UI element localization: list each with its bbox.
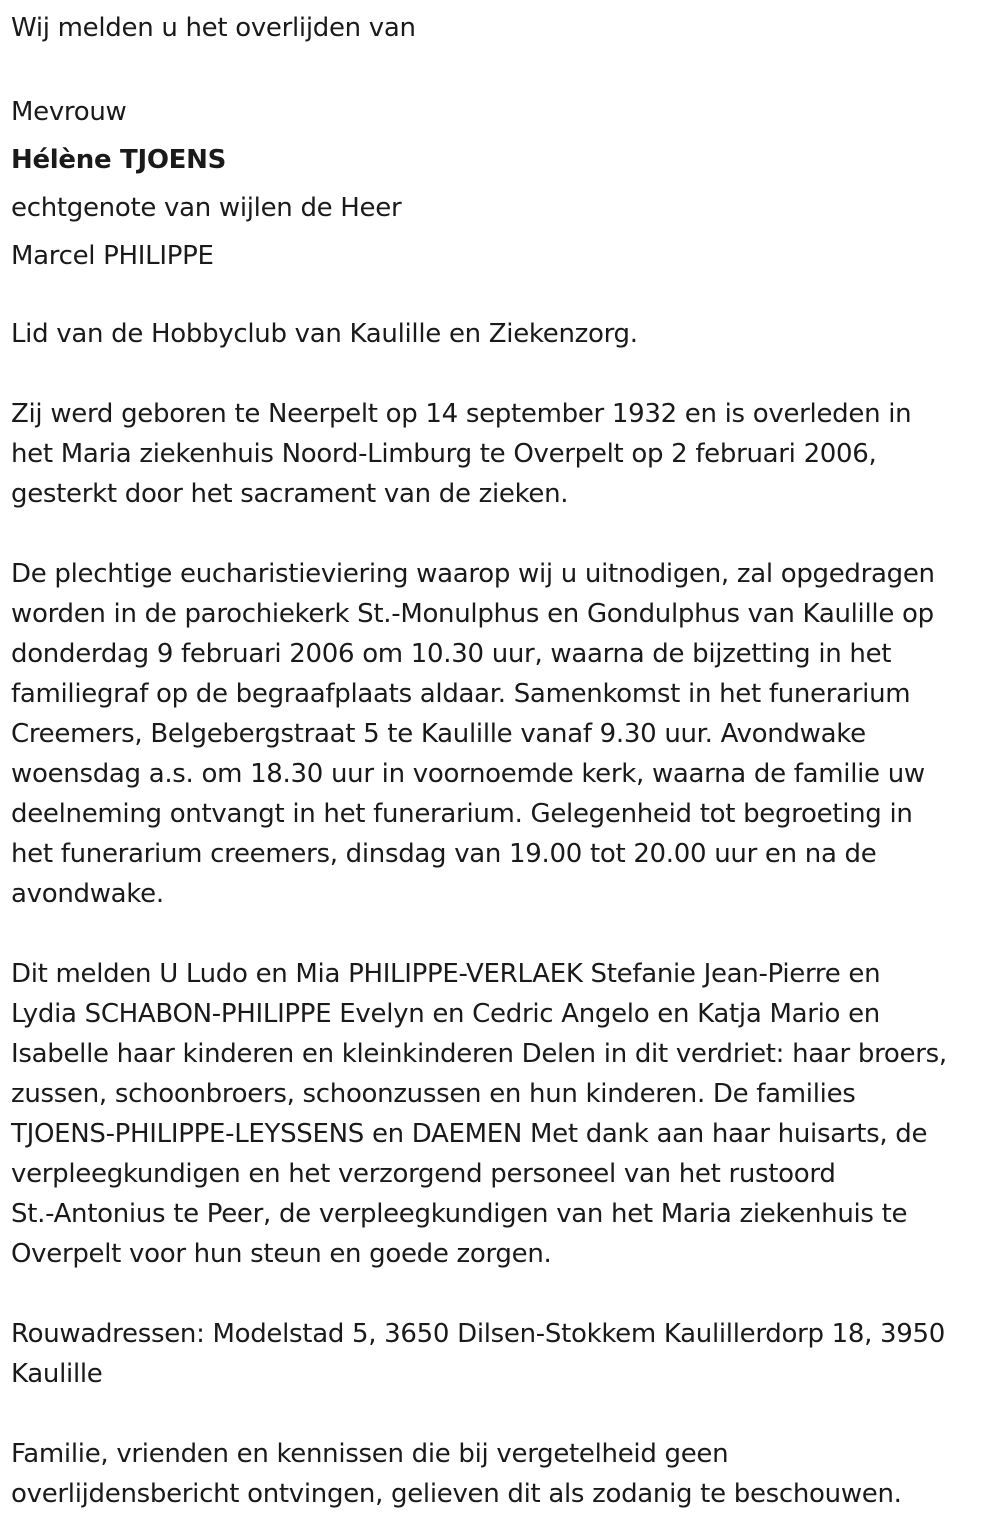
paragraph-line: Creemers, Belgebergstraat 5 te Kaulille vanaf 9.30 uur. Avondwake bbox=[11, 719, 866, 749]
spacer bbox=[11, 48, 1000, 88]
paragraph-line: Familie, vrienden en kennissen die bij vergetelheid geen bbox=[11, 1439, 729, 1469]
paragraph-line: Zij werd geboren te Neerpelt op 14 september 1932 en is overleden in bbox=[11, 399, 912, 429]
paragraph-line: verpleegkundigen en het verzorgend personeel van het rustoord bbox=[11, 1159, 836, 1189]
paragraph-line: woensdag a.s. om 18.30 uur in voornoemde kerk, waarna de familie uw bbox=[11, 759, 925, 789]
paragraph-line: familiegraf op de begraafplaats aldaar. Samenkomst in het funerarium bbox=[11, 679, 911, 709]
paragraph-line: deelneming ontvangt in het funerarium. Gelegenheid tot begroeting in bbox=[11, 799, 913, 829]
paragraph-line: TJOENS-PHILIPPE-LEYSSENS en DAEMEN Met dank aan haar huisarts, de bbox=[11, 1119, 928, 1149]
intro-text: Wij melden u het overlijden van bbox=[11, 13, 416, 43]
spacer bbox=[11, 280, 1000, 314]
paragraph-line: donderdag 9 februari 2006 om 10.30 uur, waarna de bijzetting in het bbox=[11, 639, 892, 669]
paragraph-line: gesterkt door het sacrament van de zieken. bbox=[11, 479, 569, 509]
paragraph-line: het Maria ziekenhuis Noord-Limburg te Overpelt op 2 februari 2006, bbox=[11, 439, 877, 469]
paragraph-line: Overpelt voor hun steun en goede zorgen. bbox=[11, 1239, 552, 1269]
paragraph-line: De plechtige eucharistieviering waarop wij u uitnodigen, zal opgedragen bbox=[11, 559, 935, 589]
spacer bbox=[11, 354, 1000, 394]
closing-paragraph bbox=[11, 1434, 1000, 1514]
birth-death-paragraph bbox=[11, 394, 1000, 514]
paragraph-line: overlijdensbericht ontvingen, gelieven dit als zodanig te beschouwen. bbox=[11, 1479, 902, 1509]
deceased-name: Hélène TJOENS bbox=[11, 145, 226, 175]
spouse-line-2: Marcel PHILIPPE bbox=[11, 241, 214, 271]
salutation: Mevrouw bbox=[11, 97, 127, 127]
paragraph-line: Kaulille bbox=[11, 1359, 103, 1389]
paragraph-line: Lydia SCHABON-PHILIPPE Evelyn en Cedric Angelo en Katja Mario en bbox=[11, 999, 880, 1029]
spouse-line-1: echtgenote van wijlen de Heer bbox=[11, 193, 402, 223]
paragraph-line: Dit melden U Ludo en Mia PHILIPPE-VERLAEK Stefanie Jean-Pierre en bbox=[11, 959, 881, 989]
paragraph-line: avondwake. bbox=[11, 879, 164, 909]
spacer bbox=[11, 914, 1000, 954]
paragraph-line: zussen, schoonbroers, schoonzussen en hun kinderen. De families bbox=[11, 1079, 856, 1109]
spacer bbox=[11, 1274, 1000, 1314]
paragraph-line: Rouwadressen: Modelstad 5, 3650 Dilsen-Stokkem Kaulillerdorp 18, 3950 bbox=[11, 1319, 946, 1349]
membership-text: Lid van de Hobbyclub van Kaulille en Ziekenzorg. bbox=[11, 319, 638, 349]
family-paragraph bbox=[11, 954, 1000, 1274]
paragraph-line: worden in de parochiekerk St.-Monulphus en Gondulphus van Kaulille op bbox=[11, 599, 934, 629]
spacer bbox=[11, 1394, 1000, 1434]
paragraph-line: het funerarium creemers, dinsdag van 19.00 tot 20.00 uur en na de bbox=[11, 839, 877, 869]
addresses-paragraph bbox=[11, 1314, 1000, 1394]
ceremony-paragraph bbox=[11, 554, 1000, 914]
paragraph-line: St.-Antonius te Peer, de verpleegkundigen van het Maria ziekenhuis te bbox=[11, 1199, 908, 1229]
spacer bbox=[11, 514, 1000, 554]
paragraph-line: Isabelle haar kinderen en kleinkinderen Delen in dit verdriet: haar broers, bbox=[11, 1039, 947, 1069]
